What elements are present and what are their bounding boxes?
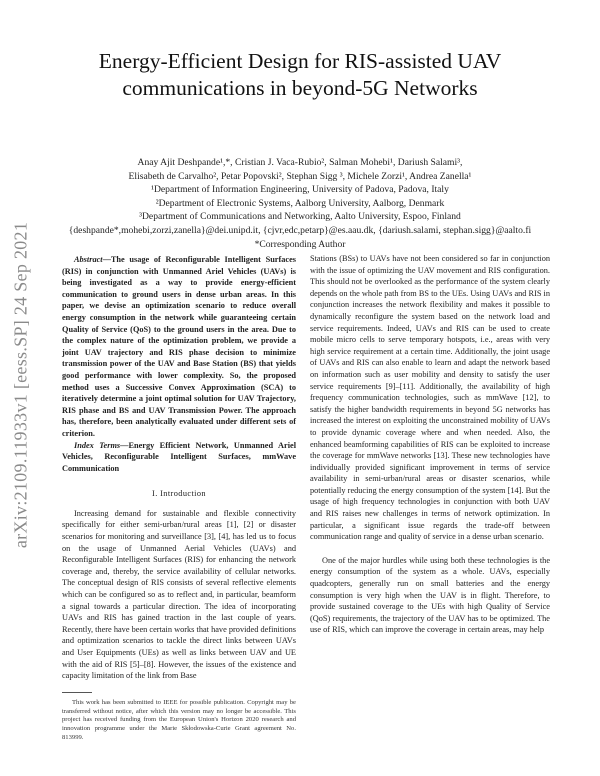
- footnote: This work has been submitted to IEEE for possible publication. Copyright may be transferred without notice, after which this version may no longer be accessible. This project has received funding from the European Union's Horizon 2020 research and innovation programme under the Marie Skłodowska-Curie Grant agreement No. 813999.: [62, 698, 296, 741]
- footnote-rule: [62, 692, 92, 693]
- arxiv-stamp: [2, 205, 40, 565]
- intro-paragraph-1: Increasing demand for sustainable and flexible connectivity specifically for either semi-urban/rural areas [1], [2] or disaster scenarios for monitoring and surveillance [3], [4], has led us to focus on the usage of Unmanned Aerial Vehicles (UAVs) and Reconfigurable Intelligent Surfaces (RIS) for enhancing the network coverage and, thereby, the service availability of cellular networks. The conceptual design of RIS consists of several reflective elements which can be configured so as to reflect and, in particular, beamform a signal towards a particular direction. The idea of incorporating UAVs and RIS has gained traction in the last couple of years. Recently, there have been certain works that have provided definitions and optimization scenarios to tackle the direct links between UAVs and User Equipments (UEs) as well as links between UAV and UE with the aid of RIS [5]–[8]. However, the issues of the existence and capacity limitation of the link from Base: [62, 508, 296, 681]
- abstract: [62, 254, 296, 440]
- index-terms-text: —Energy Efficient Network, Unmanned Ariel Vehicles, Reconfigurable Intelligent Surfaces, mmWave Communication: [62, 440, 297, 473]
- author-block: [8, 156, 592, 251]
- intro-paragraph-3: One of the major hurdles while using both these technologies is the energy consumption of the system as a whole. UAVs, especially quadcopters, generally run on small batteries and the energy consumption is very high when the UAV is in flight. Therefore, to provide sustained coverage to the UEs with high Quality of Service (QoS) requirements, the trajectory of the UAV has to be optimized. The use of RIS, which can improve the coverage in certain areas, may help: [310, 555, 550, 635]
- affiliation-aalto: ³Department of Communications and Networking, Aalto University, Espoo, Finland: [139, 211, 461, 223]
- abstract-label: Abstract: [74, 255, 103, 264]
- intro-paragraph-2: Stations (BSs) to UAVs have not been considered so far in conjunction with the issue of optimizing the UAV movement and RIS configuration. This should not be overlooked as the performance of the system clearly depends on the whole path from BS to the UEs. Using UAVs and RIS in conjunction increases the network flexibility and makes it possible to dynamically reconfigure the system based on the network load and service requirements. Indeed, UAVs and RIS can be used to create mobile micro cells to serve temporary hotspots, i.e., areas with very high service requirement at a certain time. Additionally, the joint usage of UAVs and RIS can also enable to learn and adapt the network based on information such as user mobility and density to satisfy the user service requirements [9]–[11]. Additionally, the availability of high frequency communication technologies, such as mmWave [12], to satisfy the higher bandwidth requirements in beyond 5G networks has increased the interest on exploiting the unconstrained mobility of UAVs to provide dynamic coverage where and when needed. Also, the enhanced beamforming capabilities of RIS can be exploited to increase the coverage for mmWave networks [13]. These new technologies have individually provided significant improvement in terms of service availability in semi-urban/rural areas or disaster scenarios, while potentially reducing the energy consumption of the system [14]. But the usage of high frequency technologies in conjunction with both UAV and RIS raises new challenges in terms of network optimization. In particular, a significant issue regards the trade-off between communication range and quality of service in a dense urban scenario.: [310, 254, 550, 542]
- authors-line-2: Elisabeth de Carvalho², Petar Popovski², Stephan Sigg ³, Michele Zorzi¹, Andrea Zanella¹: [128, 170, 472, 182]
- authors-line-1: Anay Ajit Deshpande¹,*, Cristian J. Vaca-Rubio², Salman Mohebi¹, Dariush Salami³,: [137, 157, 463, 168]
- arxiv-id: arXiv:2109.11933v1 [eess.SP] 24 Sep 2021: [10, 221, 31, 549]
- left-column: [62, 254, 296, 743]
- corresponding-author-note: *Corresponding Author: [254, 238, 346, 250]
- index-terms: [62, 440, 296, 475]
- section-heading-introduction: I. Introduction: [152, 489, 206, 499]
- paragraph-gap: [310, 543, 550, 555]
- abstract-text: —The usage of Reconfigurable Intelligent Surfaces (RIS) in conjunction with Unmanned Ariel Vehicles (UAVs) is being investigated as a way to provide energy-efficient communication to ground users in dense urban areas. In this paper, we devise an optimization scenario to reduce overall energy consumption in the network while guaranteeing certain Quality of Service (QoS) to the ground users in the area. Due to the complex nature of the optimization problem, we provide a joint UAV trajectory and RIS phase decision to minimize transmission power of the UAV and Base Station (BS) that yields good performance with lower complexity. So, the proposed method uses a Successive Convex Approximation (SCA) to iteratively determine a joint optimal solution for UAV Trajectory, RIS phase and BS and UAV Transmission Power. The approach has, therefore, been analytically evaluated under different sets of criterion.: [62, 255, 296, 438]
- index-terms-label: Index Terms: [74, 440, 121, 450]
- right-column: [310, 253, 550, 636]
- paper-title: [40, 48, 560, 102]
- author-emails: {deshpande*,mohebi,zorzi,zanella}@dei.unipd.it, {cjvr,edc,petarp}@es.aau.dk, {dariush.salami, stephan.sigg}@aalto.fi: [68, 224, 532, 236]
- affiliation-padova: ¹Department of Information Engineering, University of Padova, Padova, Italy: [151, 184, 449, 196]
- title-line-1: Energy-Efficient Design for RIS-assisted UAV: [98, 49, 502, 73]
- affiliation-aalborg: ²Department of Electronic Systems, Aalborg University, Aalborg, Denmark: [155, 197, 445, 209]
- title-line-2: communications in beyond-5G Networks: [122, 76, 478, 100]
